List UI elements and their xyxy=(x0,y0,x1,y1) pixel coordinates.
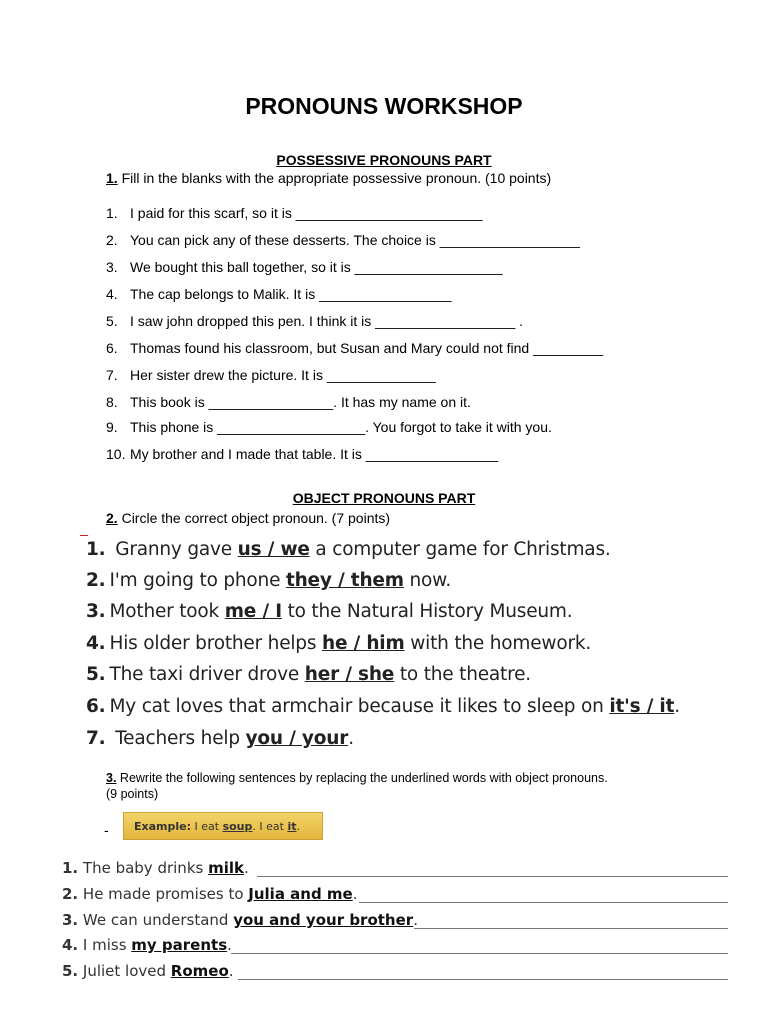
rewrite-item: 1. The baby drinks milk. xyxy=(62,859,249,877)
possessive-item: 8. This book is ________________. It has my name on it. xyxy=(106,394,471,410)
pronoun-choice[interactable]: he / him xyxy=(321,633,405,654)
object-item: 3. Mother took me / I to the Natural History Museum. xyxy=(86,601,573,622)
object-item: 5. The taxi driver drove her / she to the theatre. xyxy=(86,664,531,685)
possessive-item: 1. I paid for this scarf, so it is ________________________ xyxy=(106,205,483,221)
instruction-number: 2. xyxy=(106,510,118,526)
instruction-number: 1. xyxy=(106,170,118,186)
answer-line[interactable] xyxy=(414,928,728,929)
dash-mark: - xyxy=(104,822,109,838)
possessive-heading: POSSESSIVE PRONOUNS PART xyxy=(276,152,492,168)
object-item: 6. My cat loves that armchair because it likes to sleep on it's / it. xyxy=(86,696,680,717)
possessive-item: 3. We bought this ball together, so it is ___________________ xyxy=(106,259,503,275)
possessive-item: 6. Thomas found his classroom, but Susan and Mary could not find _________ xyxy=(106,340,604,356)
rewrite-item: 4. I miss my parents. xyxy=(62,936,232,954)
possessive-item: 9. This phone is ___________________. You forgot to take it with you. xyxy=(106,419,552,435)
pronoun-choice[interactable]: it's / it xyxy=(609,696,675,717)
object-instruction xyxy=(106,510,390,526)
instruction-text: Fill in the blanks with the appropriate possessive pronoun. (10 points) xyxy=(117,170,552,186)
rewrite-item: 2. He made promises to Julia and me. xyxy=(62,885,358,903)
object-heading: OBJECT PRONOUNS PART xyxy=(292,490,476,506)
answer-line[interactable] xyxy=(238,979,728,980)
object-item: 1. Granny gave us / we a computer game for Christmas. xyxy=(86,539,611,560)
rewrite-instruction xyxy=(106,770,686,802)
instruction-points: (9 points) xyxy=(106,787,159,801)
possessive-item: 2. You can pick any of these desserts. The choice is __________________ xyxy=(106,232,580,248)
rewrite-item: 5. Juliet loved Romeo. xyxy=(62,962,234,980)
red-mark xyxy=(80,535,88,536)
object-item: 7. Teachers help you / your. xyxy=(86,728,354,749)
possessive-item: 4. The cap belongs to Malik. It is _________________ xyxy=(106,286,452,302)
possessive-instruction xyxy=(106,170,551,186)
answer-line[interactable] xyxy=(231,953,728,954)
object-item: 4. His older brother helps he / him with the homework. xyxy=(86,633,592,654)
pronoun-choice[interactable]: me / I xyxy=(224,601,282,622)
rewrite-item: 3. We can understand you and your brother. xyxy=(62,911,418,929)
pronoun-choice[interactable]: you / your xyxy=(245,728,349,749)
answer-line[interactable] xyxy=(257,876,728,877)
possessive-item: 7. Her sister drew the picture. It is ______________ xyxy=(106,367,436,383)
instruction-text: Circle the correct object pronoun. (7 points) xyxy=(117,510,391,526)
pronoun-choice[interactable]: her / she xyxy=(304,664,395,685)
pronoun-choice[interactable]: us / we xyxy=(237,539,310,560)
possessive-item: 10. My brother and I made that table. It is _________________ xyxy=(106,446,499,462)
answer-line[interactable] xyxy=(359,902,728,903)
page-title: PRONOUNS WORKSHOP xyxy=(245,93,523,119)
instruction-text: Rewrite the following sentences by replacing the underlined words with object pronouns. xyxy=(116,771,608,785)
instruction-number: 3. xyxy=(106,771,117,785)
example-box: Example: I eat soup. I eat it. xyxy=(123,812,323,840)
object-item: 2. I'm going to phone they / them now. xyxy=(86,570,452,591)
pronoun-choice[interactable]: they / them xyxy=(285,570,404,591)
possessive-item: 5. I saw john dropped this pen. I think it is __________________ . xyxy=(106,313,524,329)
